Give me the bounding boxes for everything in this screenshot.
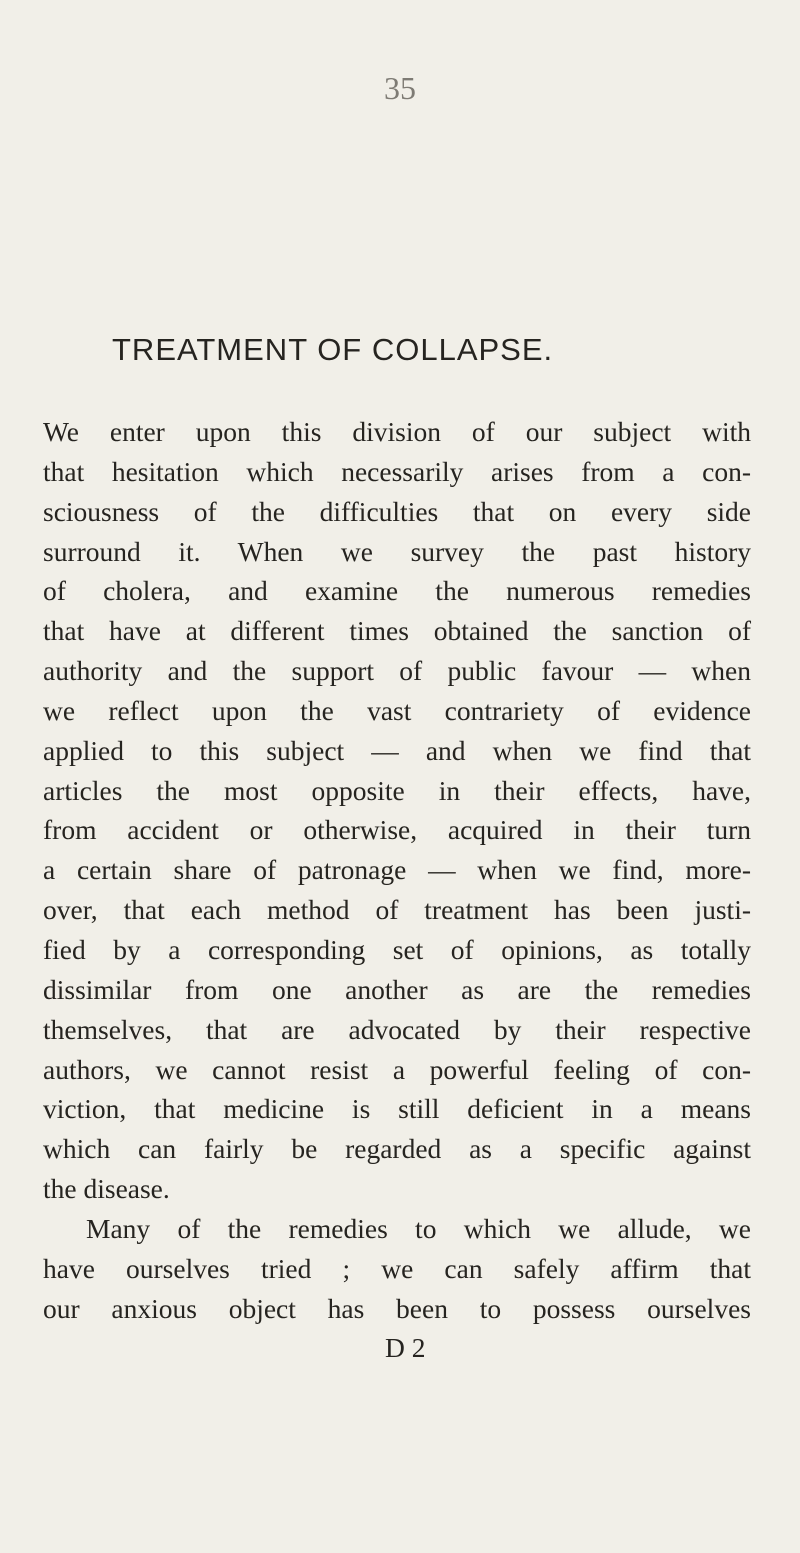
chapter-title: TREATMENT OF COLLAPSE. <box>112 332 554 367</box>
text-line: have ourselves tried ; we can safely affirm that <box>43 1252 751 1284</box>
text-line: that hesitation which necessarily arises from a con- <box>43 455 751 487</box>
text-line: articles the most opposite in their effects, have, <box>43 774 751 806</box>
signature-mark: D 2 <box>385 1332 426 1364</box>
text-line: our anxious object has been to possess ourselves <box>43 1292 751 1324</box>
paragraph-1 <box>43 412 751 1209</box>
body-text <box>43 412 751 1368</box>
page-number: 35 <box>384 70 416 106</box>
text-line: of cholera, and examine the numerous remedies <box>43 575 751 607</box>
paragraph-2 <box>43 1209 751 1329</box>
text-line: Many of the remedies to which we allude, we <box>86 1212 751 1244</box>
text-line: We enter upon this division of our subject with <box>43 416 751 447</box>
text-line: which can fairly be regarded as a specific against <box>43 1133 751 1165</box>
text-line: we reflect upon the vast contrariety of evidence <box>43 694 751 726</box>
text-line: surround it. When we survey the past history <box>43 535 751 567</box>
text-line: from accident or otherwise, acquired in their turn <box>43 814 751 846</box>
text-line: authors, we cannot resist a powerful feeling of con- <box>43 1053 751 1085</box>
text-line: fied by a corresponding set of opinions, as totally <box>43 933 751 965</box>
text-line: a certain share of patronage — when we find, more- <box>43 854 751 886</box>
text-line: authority and the support of public favour — when <box>43 655 751 687</box>
text-line: viction, that medicine is still deficient in a means <box>43 1093 751 1125</box>
text-line: over, that each method of treatment has been justi- <box>43 894 751 926</box>
text-line: the disease. <box>43 1173 170 1205</box>
text-line: sciousness of the difficulties that on every side <box>43 495 751 527</box>
text-line: dissimilar from one another as are the remedies <box>43 973 751 1005</box>
text-line: applied to this subject — and when we find that <box>43 734 751 766</box>
text-line: themselves, that are advocated by their respective <box>43 1013 751 1045</box>
text-line: that have at different times obtained the sanction of <box>43 615 751 647</box>
